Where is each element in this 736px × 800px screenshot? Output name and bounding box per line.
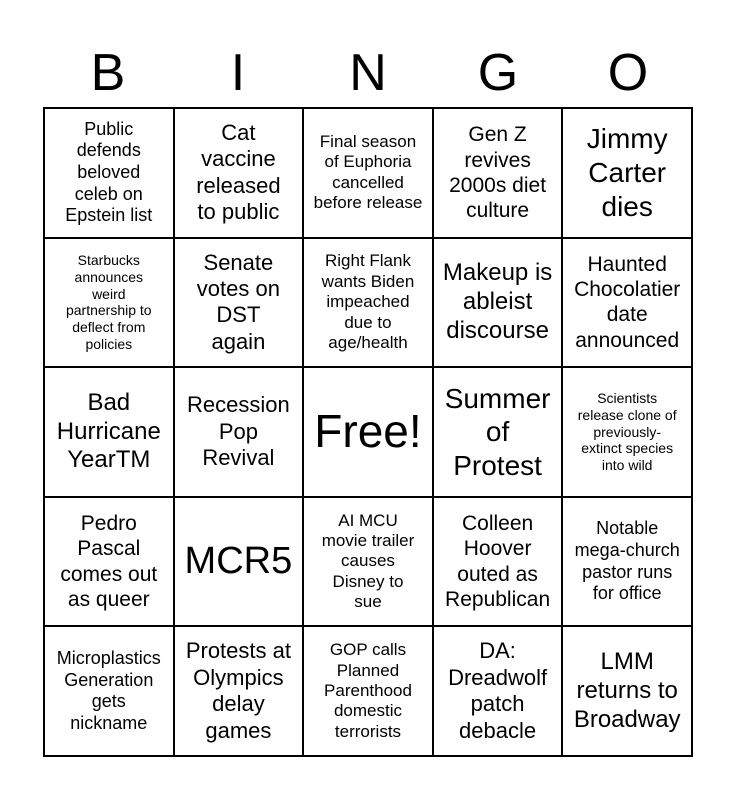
header-letter-o: O bbox=[607, 44, 649, 102]
bingo-cell-text: Senate votes on DST again bbox=[196, 249, 280, 354]
bingo-board bbox=[43, 107, 693, 757]
bingo-cell-text: Right Flank wants Biden impeached due to age/health bbox=[321, 251, 415, 352]
bingo-cell-r4c1[interactable] bbox=[45, 498, 175, 628]
bingo-cell-text: Pedro Pascal comes out as queer bbox=[60, 512, 158, 611]
bingo-cell-r1c2[interactable] bbox=[175, 109, 305, 239]
bingo-cell-text: Recession Pop Revival bbox=[187, 392, 290, 471]
bingo-cell-r1c4[interactable] bbox=[434, 109, 564, 239]
bingo-cell-text: Cat vaccine released to public bbox=[196, 120, 281, 225]
header-letter-g: G bbox=[477, 44, 519, 102]
bingo-cell-text: Scientists release clone of previously-extinct species into wild bbox=[577, 390, 677, 474]
bingo-cell-r2c2[interactable] bbox=[175, 239, 305, 369]
bingo-cell-text: Bad Hurricane YearTM bbox=[56, 388, 161, 474]
bingo-cell-text: Haunted Chocolatier date announced bbox=[574, 253, 681, 352]
bingo-cell-r5c4[interactable] bbox=[434, 627, 564, 757]
bingo-cell-r3c2[interactable] bbox=[175, 368, 305, 498]
bingo-cell-r2c5[interactable] bbox=[563, 239, 693, 369]
bingo-cell-text: Jimmy Carter dies bbox=[586, 123, 668, 222]
bingo-cell-r5c1[interactable] bbox=[45, 627, 175, 757]
bingo-cell-r3c5[interactable] bbox=[563, 368, 693, 498]
bingo-cell-text: Final season of Euphoria cancelled before release bbox=[313, 132, 423, 213]
bingo-cell-text: Makeup is ableist discourse bbox=[442, 259, 553, 344]
bingo-cell-r4c4[interactable] bbox=[434, 498, 564, 628]
bingo-cell-text: MCR5 bbox=[184, 539, 293, 582]
bingo-cell-text: Public defends beloved celeb on Epstein list bbox=[65, 118, 153, 226]
bingo-cell-text: Microplastics Generation gets nickname bbox=[56, 648, 161, 733]
bingo-cell-r3c4[interactable] bbox=[434, 368, 564, 498]
bingo-cell-text: LMM returns to Broadway bbox=[573, 648, 681, 733]
bingo-cell-text: Starbucks announces weird partnership to deflect from policies bbox=[65, 252, 152, 352]
bingo-cell-r2c1[interactable] bbox=[45, 239, 175, 369]
bingo-cell-r5c5[interactable] bbox=[563, 627, 693, 757]
bingo-cell-r4c2[interactable] bbox=[175, 498, 305, 628]
bingo-header bbox=[43, 38, 693, 108]
bingo-cell-r1c3[interactable] bbox=[304, 109, 434, 239]
header-letter-n: N bbox=[349, 44, 387, 102]
bingo-cell-r2c4[interactable] bbox=[434, 239, 564, 369]
bingo-cell-r4c3[interactable] bbox=[304, 498, 434, 628]
bingo-cell-text: Colleen Hoover outed as Republican bbox=[445, 512, 551, 611]
bingo-cell-text: AI MCU movie trailer causes Disney to sue bbox=[321, 510, 415, 612]
bingo-cell-text: Free! bbox=[314, 405, 422, 458]
header-letter-b: B bbox=[90, 44, 126, 102]
bingo-cell-text: Protests at Olympics delay games bbox=[185, 638, 291, 743]
bingo-cell-text: Gen Z revives 2000s diet culture bbox=[449, 123, 547, 222]
bingo-cell-r3c1[interactable] bbox=[45, 368, 175, 498]
bingo-cell-text: Notable mega-church pastor runs for office bbox=[574, 518, 680, 604]
bingo-cell-r1c5[interactable] bbox=[563, 109, 693, 239]
bingo-cell-text: Summer of Protest bbox=[444, 382, 551, 481]
bingo-cell-r4c5[interactable] bbox=[563, 498, 693, 628]
bingo-cell-r1c1[interactable] bbox=[45, 109, 175, 239]
bingo-cell-r5c3[interactable] bbox=[304, 627, 434, 757]
bingo-cell-text: GOP calls Planned Parenthood domestic terrorists bbox=[324, 640, 412, 741]
bingo-cell-text: DA: Dreadwolf patch debacle bbox=[448, 638, 548, 743]
bingo-cell-free[interactable] bbox=[304, 368, 434, 498]
bingo-cell-r5c2[interactable] bbox=[175, 627, 305, 757]
bingo-cell-r2c3[interactable] bbox=[304, 239, 434, 369]
header-letter-i: I bbox=[230, 44, 246, 102]
